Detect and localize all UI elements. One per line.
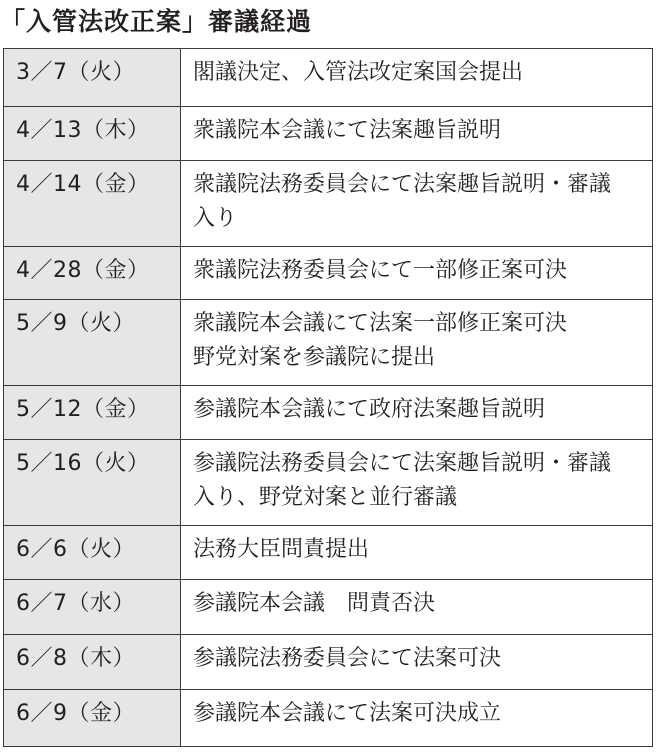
event-text: 参議院本会議にて法案可決成立: [193, 701, 502, 726]
event-text: 参議院法務委員会にて法案趣旨説明・審議: [193, 451, 612, 476]
date-cell: 5／9（火）: [4, 300, 181, 386]
event-cell: [181, 49, 653, 107]
date-cell: 4／14（金）: [4, 161, 181, 247]
event-text: 入り、野党対案と並行審議: [193, 485, 458, 510]
date-cell: 3／7（火）: [4, 49, 181, 107]
table-row: [4, 49, 653, 107]
event-text: 参議院本会議 問責否決: [193, 591, 436, 616]
date-cell: 6／9（金）: [4, 690, 181, 747]
event-cell: [181, 386, 653, 440]
date-cell: 4／13（木）: [4, 107, 181, 161]
event-cell: [181, 161, 653, 247]
event-text: 衆議院法務委員会にて法案趣旨説明・審議: [193, 172, 612, 197]
event-cell: [181, 440, 653, 526]
table-row: [4, 580, 653, 635]
event-text: 参議院本会議にて政府法案趣旨説明: [193, 397, 546, 422]
event-cell: [181, 690, 653, 747]
table-row: [4, 635, 653, 690]
date-cell: 5／16（火）: [4, 440, 181, 526]
table-row: [4, 690, 653, 747]
table-row: [4, 107, 653, 161]
event-text: 閣議決定、入管法改定案国会提出: [193, 60, 524, 85]
date-cell: 5／12（金）: [4, 386, 181, 440]
deliberation-timeline-table: [3, 48, 653, 747]
table-row: [4, 300, 653, 386]
event-cell: [181, 300, 653, 386]
event-text: 衆議院法務委員会にて一部修正案可決: [193, 258, 568, 283]
event-cell: [181, 580, 653, 635]
event-text: 衆議院本会議にて法案趣旨説明: [193, 118, 502, 143]
date-cell: 6／7（水）: [4, 580, 181, 635]
event-text: 野党対案を参議院に提出: [193, 345, 436, 370]
table-row: [4, 247, 653, 300]
event-text: 衆議院本会議にて法案一部修正案可決: [193, 311, 568, 336]
event-cell: [181, 247, 653, 300]
event-cell: [181, 526, 653, 580]
event-cell: [181, 107, 653, 161]
date-cell: 4／28（金）: [4, 247, 181, 300]
table-row: [4, 161, 653, 247]
table-row: [4, 386, 653, 440]
table-row: [4, 526, 653, 580]
event-text: 法務大臣問責提出: [193, 537, 370, 562]
event-text: 参議院法務委員会にて法案可決: [193, 646, 502, 671]
event-cell: [181, 635, 653, 690]
date-cell: 6／8（木）: [4, 635, 181, 690]
date-cell: 6／6（火）: [4, 526, 181, 580]
table-row: [4, 440, 653, 526]
page-title: 「入管法改正案」審議経過: [0, 7, 313, 36]
event-text: 入り: [193, 206, 238, 231]
